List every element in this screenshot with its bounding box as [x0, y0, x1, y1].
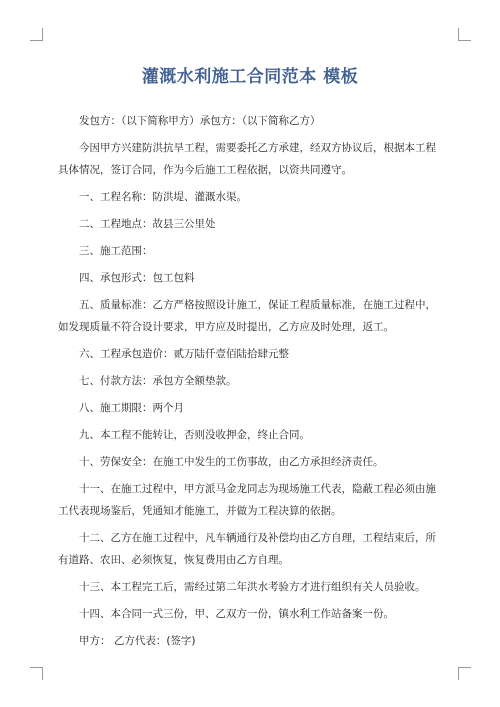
crop-mark-top-right: [458, 28, 471, 41]
clause-labor-safety: 十、劳保安全：在施工中发生的工伤事故，由乙方承担经济责任。: [79, 456, 384, 468]
paragraph-preamble: 今因甲方兴建防洪抗旱工程，需要委托乙方承建，经双方协议后，根据本工程具体情况，签订合同，作为今后施工工程依据，以资共同遵守。: [58, 142, 436, 176]
crop-mark-bottom-left: [30, 667, 43, 680]
clause-construction-scope: 三、施工范围：: [79, 245, 153, 257]
clause-copies: 十四、本合同一式三份，甲、乙双方一份，镇水利工作站备案一份。: [79, 608, 394, 620]
clause-contract-form: 四、承包形式：包工包料: [79, 272, 195, 284]
crop-mark-bottom-right: [458, 667, 471, 680]
clause-project-location: 二、工程地点：故县三公里处: [79, 218, 216, 230]
clause-site-representative: 十一、在施工过程中，甲方派马金龙同志为现场施工代表，隐蔽工程必须由施工代表现场鉴后，凭通知才能施工，并做为工程决算的依据。: [58, 483, 436, 517]
clause-construction-period: 八、施工期限：两个月: [79, 402, 184, 414]
clause-acceptance: 十三、本工程完工后，需经过第二年洪水考验方才进行组织有关人员验收。: [79, 581, 426, 593]
clause-quality-standard: 五、质量标准：乙方严格按照设计施工，保证工程质量标准，在施工过程中，如发现质量不符合设计要求，甲方应及时提出，乙方应及时处理，返工。: [58, 299, 436, 333]
signature-line: 甲方： 乙方代表：(签字): [79, 635, 196, 647]
clause-no-transfer: 九、本工程不能转让，否则没收押金，终止合同。: [79, 429, 310, 441]
document-body: [58, 110, 442, 657]
document-title: 灌溉水利施工合同范本 模板: [141, 67, 359, 87]
paragraph-parties: 发包方：（以下简称甲方）承包方：（以下简称乙方）: [79, 115, 321, 127]
clause-project-name: 一、工程名称：防洪堤、灌溉水渠。: [79, 191, 247, 203]
clause-roads-restoration: 十二、乙方在施工过程中，凡车辆通行及补偿均由乙方自理，工程结束后，所有道路、农田、必须恢复，恢复费用由乙方自理。: [58, 532, 436, 566]
clause-contract-price: 六、工程承包造价：贰万陆仟壹佰陆拾肆元整: [79, 348, 289, 360]
clause-payment-method: 七、付款方法：承包方全额垫款。: [79, 375, 237, 387]
crop-mark-top-left: [30, 28, 43, 41]
